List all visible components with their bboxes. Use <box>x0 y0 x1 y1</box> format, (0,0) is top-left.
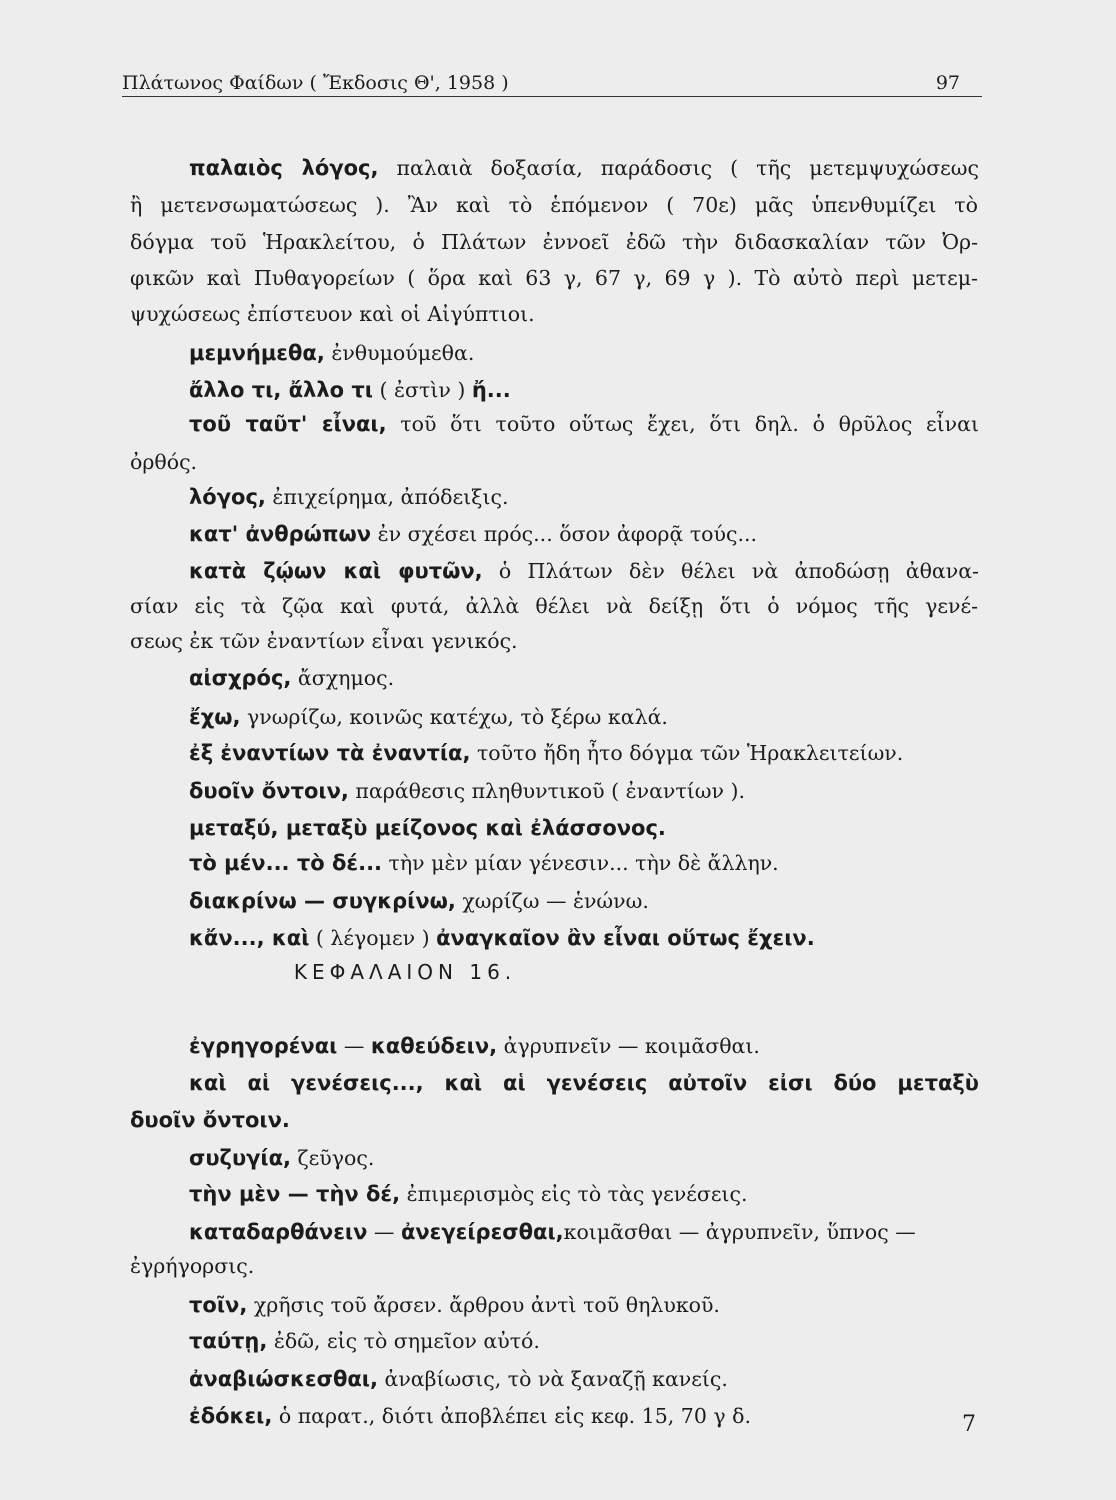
lemma: κατ' ἀνθρώπων <box>189 522 372 546</box>
gloss: — <box>337 1034 371 1058</box>
text-line <box>130 452 978 473</box>
text-line <box>189 707 979 728</box>
gloss: ἐνθυμούμεθα. <box>324 341 475 365</box>
gloss: ἀναβίωσις, τὸ νὰ ξαναζῇ κανείς. <box>377 1367 728 1391</box>
lemma: καὶ αἱ γενέσεις..., καὶ αἱ γενέσεις αὐτοῖν εἰσι δύο μεταξὺ <box>189 1071 979 1095</box>
gloss: ὁ Πλάτων δὲν θέλει νὰ ἀποδώσῃ ἀθανα- <box>482 559 979 583</box>
lemma: τὸ μέν... τὸ δέ... <box>189 851 383 875</box>
gloss: ἢ μετενσωματώσεως ). Ἂν καὶ τὸ ἑπόμενον ( 70ε) μᾶς ὑπενθυμίζει τὸ <box>130 193 978 217</box>
text-line <box>189 818 979 839</box>
chapter-heading: ΚΕΦΑΛΑΙΟΝ 16. <box>293 960 517 984</box>
gloss: — <box>367 1220 401 1244</box>
text-line <box>189 928 979 949</box>
lemma: λόγος, <box>189 485 266 509</box>
gloss: ( λέγομεν ) <box>309 926 437 950</box>
text-line <box>189 380 979 401</box>
gloss: ἄσχημος. <box>291 666 395 690</box>
gloss: τοῦ ὅτι τοῦτο οὕτως ἔχει, ὅτι δηλ. ὁ θρῦλος εἶναι <box>386 412 979 436</box>
running-header <box>122 70 982 97</box>
lemma: μεμνήμεθα, <box>189 341 325 365</box>
gloss: παλαιὰ δοξασία, παράδοσις ( τῆς μετεμψυχώσεως <box>378 156 980 180</box>
gloss: κοιμᾶσθαι — ἀγρυπνεῖν, ὕπνος — <box>563 1220 916 1244</box>
signature-mark: 7 <box>962 1412 976 1437</box>
gloss: χωρίζω — ἑνώνω. <box>455 889 649 913</box>
gloss: ἐγρήγορσις. <box>130 1254 255 1278</box>
gloss: ἐπιμερισμὸς εἰς τὸ τὰς γενέσεις. <box>400 1182 748 1206</box>
gloss: ἐν σχέσει πρός... ὅσον ἀφορᾷ τούς... <box>371 522 758 546</box>
lemma: καταδαρθάνειν <box>189 1220 368 1244</box>
lemma: κἄν..., καὶ <box>189 926 310 950</box>
gloss: τοῦτο ἤδη ἦτο δόγμα τῶν Ἡρακλειτείων. <box>470 741 904 765</box>
gloss: φικῶν καὶ Πυθαγορείων ( ὅρα καὶ 63 γ, 67 γ, 69 γ ). Τὸ αὐτὸ περὶ μετεμ- <box>130 266 978 290</box>
gloss: σίαν εἰς τὰ ζῷα καὶ φυτά, ἀλλὰ θέλει νὰ δείξῃ ὅτι ὁ νόμος τῆς γενέ- <box>130 594 978 618</box>
gloss: δόγμα τοῦ Ἡρακλείτου, ὁ Πλάτων ἐννοεῖ ἐδῶ τὴν διδασκαλίαν τῶν Ὀρ- <box>130 230 978 254</box>
lemma: ἀναβιώσκεσθαι, <box>189 1367 378 1391</box>
gloss: ἀγρυπνεῖν — κοιμᾶσθαι. <box>497 1034 760 1058</box>
text-line <box>189 668 979 689</box>
text-line <box>189 1222 979 1243</box>
text-line <box>189 414 979 435</box>
page-number: 97 <box>935 72 960 94</box>
text-line <box>189 1184 979 1205</box>
lemma: τὴν μὲν — τὴν δέ, <box>189 1182 401 1206</box>
gloss: ἐδῶ, εἰς τὸ σημεῖον αὐτό. <box>267 1329 540 1353</box>
running-title: Πλάτωνος Φαίδων ( Ἔκδοσις Θ', 1958 ) <box>122 72 509 94</box>
text-line <box>189 1406 979 1427</box>
text-line <box>130 596 978 617</box>
text-line <box>189 1295 979 1316</box>
lemma: ἐγρηγορέναι <box>189 1034 338 1058</box>
lemma: τοῖν, <box>189 1293 248 1317</box>
text-line <box>130 195 978 216</box>
gloss: ζεῦγος. <box>291 1146 375 1170</box>
lemma: ἄλλο τι, ἄλλο τι <box>189 378 373 402</box>
text-line <box>189 1148 979 1169</box>
lemma: κατὰ ζῴων καὶ φυτῶν, <box>189 559 483 583</box>
lemma: ἔχω, <box>189 705 241 729</box>
text-line <box>189 891 979 912</box>
text-line <box>189 524 979 545</box>
text-line <box>189 781 979 802</box>
text-line <box>130 304 978 325</box>
gloss: σεως ἐκ τῶν ἐναντίων εἶναι γενικός. <box>130 629 518 653</box>
lemma: ἀνεγείρεσθαι, <box>400 1220 564 1244</box>
text-line <box>189 1036 979 1057</box>
text-line <box>130 631 978 652</box>
text-line <box>189 158 979 179</box>
text-line <box>189 343 979 364</box>
lemma: ταύτῃ, <box>189 1329 268 1353</box>
gloss: τὴν μὲν μίαν γένεσιν... τὴν δὲ ἄλλην. <box>382 851 779 875</box>
text-line <box>189 853 979 874</box>
lemma: τοῦ ταῦτ' εἶναι, <box>189 412 387 436</box>
lemma: ἤ... <box>471 378 511 402</box>
gloss: παράθεσις πληθυντικοῦ ( ἐναντίων ). <box>348 779 745 803</box>
gloss: ἐπιχείρημα, ἀπόδειξις. <box>265 485 509 509</box>
gloss: ὁ παρατ., διότι ἀποβλέπει εἰς κεφ. 15, 70 γ δ. <box>272 1404 752 1428</box>
text-line <box>189 487 979 508</box>
lemma: αἰσχρός, <box>189 666 292 690</box>
lemma: δυοῖν ὄντοιν. <box>130 1108 290 1132</box>
gloss: γνωρίζω, κοινῶς κατέχω, τὸ ξέρω καλά. <box>240 705 668 729</box>
gloss: ( ἐστὶν ) <box>372 378 472 402</box>
gloss: ὀρθός. <box>130 450 198 474</box>
text-line <box>189 743 979 764</box>
gloss: χρῆσις τοῦ ἄρσεν. ἄρθρου ἀντὶ τοῦ θηλυκοῦ. <box>247 1293 720 1317</box>
lemma: συζυγία, <box>189 1146 292 1170</box>
text-line <box>130 1256 978 1277</box>
lemma: ἐδόκει, <box>189 1404 273 1428</box>
text-line <box>130 1110 978 1131</box>
text-line <box>189 1369 979 1390</box>
text-line <box>189 1331 979 1352</box>
lemma: παλαιὸς λόγος, <box>189 156 379 180</box>
lemma: ἀναγκαῖον ἂν εἶναι οὕτως ἔχειν. <box>436 926 815 950</box>
text-line <box>130 268 978 289</box>
gloss: ψυχώσεως ἐπίστευον καὶ οἱ Αἰγύπτιοι. <box>130 302 535 326</box>
lemma: καθεύδειν, <box>370 1034 498 1058</box>
text-line <box>189 561 979 582</box>
lemma: ἐξ ἐναντίων τὰ ἐναντία, <box>189 741 471 765</box>
text-line <box>189 1073 979 1094</box>
lemma: μεταξύ, μεταξὺ μείζονος καὶ ἐλάσσονος. <box>189 816 666 840</box>
lemma: διακρίνω — συγκρίνω, <box>189 889 456 913</box>
text-line <box>130 232 978 253</box>
lemma: δυοῖν ὄντοιν, <box>189 779 349 803</box>
